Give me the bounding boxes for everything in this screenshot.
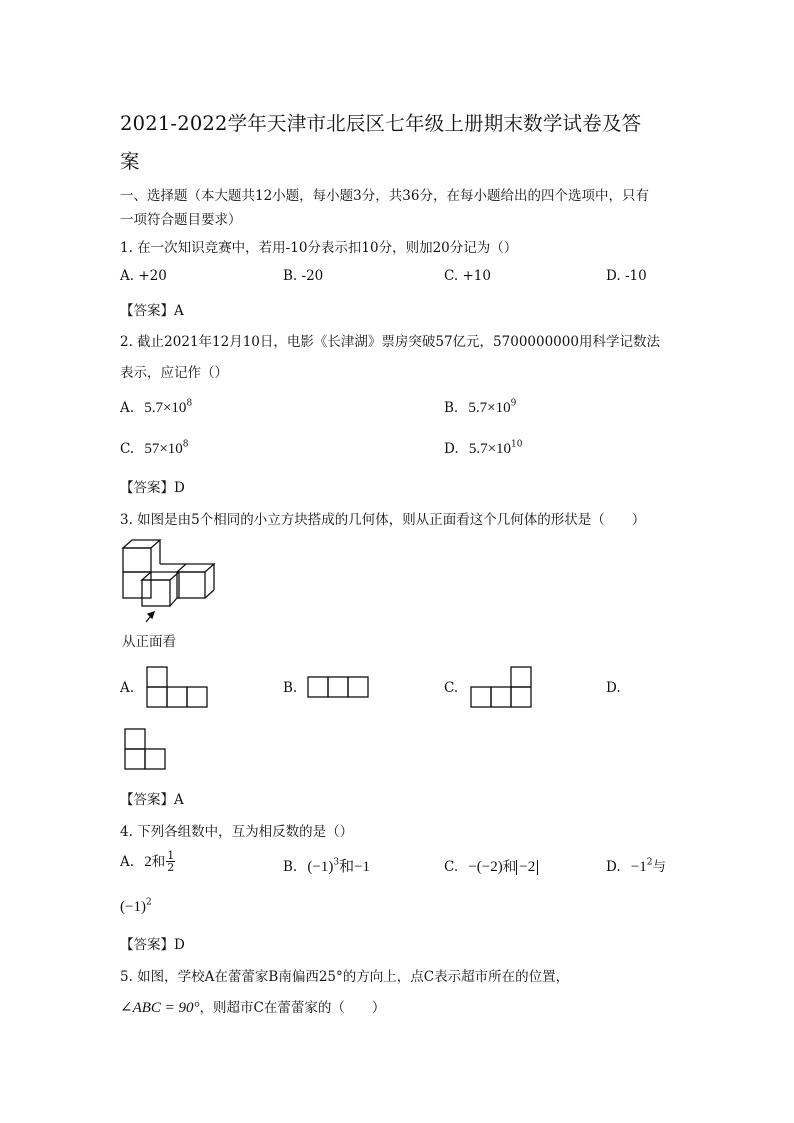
q4-option-b: B. $(-1)^3$和−1 (283, 857, 371, 875)
q5-stem-line1: 5. 如图，学校A在蕾蕾家B南偏西25°的方向上，点C表示超市所在的位置， (120, 969, 570, 985)
q1-option-b: B. -20 (283, 268, 324, 284)
q2-answer: 【答案】D (120, 480, 185, 496)
q4-stem: 4. 下列各组数中，互为相反数的是（） (120, 824, 354, 840)
q3-figure-caption: 从正面看 (122, 634, 176, 650)
q3-option-a-label: A. (120, 680, 135, 696)
q2-option-a: A. $5.7\times 10^8$ (120, 398, 193, 416)
q3-option-c-label: C. (444, 680, 459, 696)
q4-answer: 【答案】D (120, 937, 185, 953)
q3-option-d-label: D. (606, 680, 621, 696)
q3-option-b-figure (307, 676, 369, 698)
q2-option-c: C. $57\times 10^8$ (120, 439, 189, 457)
section-heading-line2: 一项符合题目要求） (120, 212, 242, 228)
q4-option-d: D. $-1^2$与 (606, 857, 667, 875)
q2-option-d: D. $5.7\times 10^{10}$ (444, 439, 523, 457)
section-heading-line1: 一、选择题（本大题共12小题，每小题3分，共36分，在每小题给出的四个选项中，只有 (120, 188, 649, 204)
q1-option-d: D. -10 (606, 268, 647, 284)
q3-option-d-figure (124, 728, 166, 770)
q3-option-a-figure (146, 666, 208, 708)
q2-option-b: B. $5.7\times 10^9$ (444, 398, 517, 416)
q1-stem: 1. 在一次知识竞赛中，若用-10分表示扣10分，则加20分记为（） (120, 240, 518, 256)
q4-option-a: A. 2和 $\frac{1}{2}$ (120, 849, 175, 874)
page-title-line2: 案 (120, 150, 140, 173)
q3-stem: 3. 如图是由5个相同的小立方块搭成的几何体，则从正面看这个几何体的形状是（ ） (120, 512, 646, 528)
q1-option-c: C. +10 (444, 268, 491, 284)
q4-option-d-continued: $(-1)^2$ (120, 897, 152, 915)
q3-cube-figure (118, 536, 228, 626)
q2-stem-line2: 表示，应记作（） (120, 365, 228, 381)
q1-answer: 【答案】A (120, 303, 184, 319)
q1-option-a: A. +20 (120, 268, 167, 284)
q4-option-c: C. −(−2)和 −2 (444, 855, 538, 876)
page-title-line1: 2021-2022学年天津市北辰区七年级上册期末数学试卷及答 (120, 112, 642, 135)
q5-stem-line2: ∠ABC = 90°，则超市C在蕾蕾家的（ ） (120, 1000, 386, 1016)
q3-option-c-figure (470, 666, 532, 708)
q3-answer: 【答案】A (120, 792, 184, 808)
q2-stem-line1: 2. 截止2021年12月10日，电影《长津湖》票房突破57亿元，5700000000用科学记数法 (120, 334, 660, 350)
q3-option-b-label: B. (283, 680, 298, 696)
